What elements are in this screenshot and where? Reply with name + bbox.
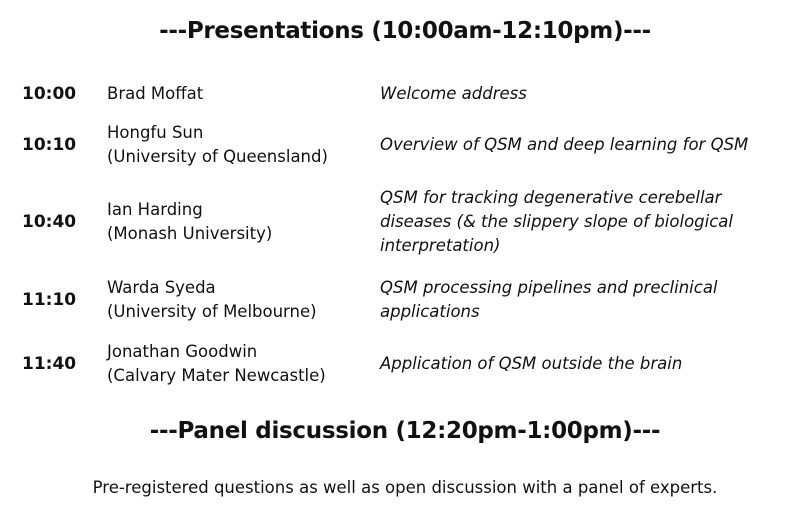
talk-line: Application of QSM outside the brain (380, 354, 683, 373)
speaker-name (107, 121, 328, 169)
speaker-affiliation: (University of Melbourne) (107, 302, 317, 321)
talk-title (380, 186, 790, 258)
speaker-affiliation: (Monash University) (107, 224, 273, 243)
panel-discussion-heading: ---Panel discussion (12:20pm-1:00pm)--- (149, 418, 661, 444)
schedule-row-1040 (0, 186, 810, 258)
talk-line: QSM for tracking degenerative cerebellar (380, 188, 722, 207)
speaker-line: Ian Harding (107, 200, 203, 219)
talk-line: QSM processing pipelines and preclinical (380, 278, 718, 297)
time-label: 10:40 (22, 212, 77, 232)
talk-title (380, 352, 790, 376)
speaker-line: Brad Moffat (107, 84, 204, 103)
schedule-row-1000 (0, 82, 810, 106)
speaker-line: Jonathan Goodwin (107, 342, 258, 361)
talk-line: Overview of QSM and deep learning for QSM (380, 135, 749, 154)
talk-line: Welcome address (380, 84, 527, 103)
talk-title (380, 133, 790, 157)
speaker-line: Hongfu Sun (107, 123, 204, 142)
talk-line: diseases (& the slippery slope of biological (380, 212, 733, 231)
presentations-heading: ---Presentations (10:00am-12:10pm)--- (159, 18, 651, 44)
time-label: 10:10 (22, 135, 77, 155)
speaker-name (107, 340, 326, 388)
talk-line: applications (380, 302, 480, 321)
schedule-row-1140 (0, 340, 810, 388)
time-label: 11:10 (22, 290, 77, 310)
talk-title (380, 82, 790, 106)
speaker-name (107, 198, 272, 246)
speaker-affiliation: (Calvary Mater Newcastle) (107, 366, 326, 385)
speaker-name (107, 82, 203, 106)
panel-discussion-description: Pre-registered questions as well as open discussion with a panel of experts. (92, 478, 718, 497)
schedule-row-1110 (0, 276, 810, 324)
talk-line: interpretation) (380, 236, 501, 255)
schedule-row-1010 (0, 121, 810, 169)
talk-title (380, 276, 790, 324)
time-label: 10:00 (22, 84, 77, 104)
time-label: 11:40 (22, 354, 77, 374)
speaker-line: Warda Syeda (107, 278, 216, 297)
speaker-affiliation: (University of Queensland) (107, 147, 328, 166)
speaker-name (107, 276, 317, 324)
